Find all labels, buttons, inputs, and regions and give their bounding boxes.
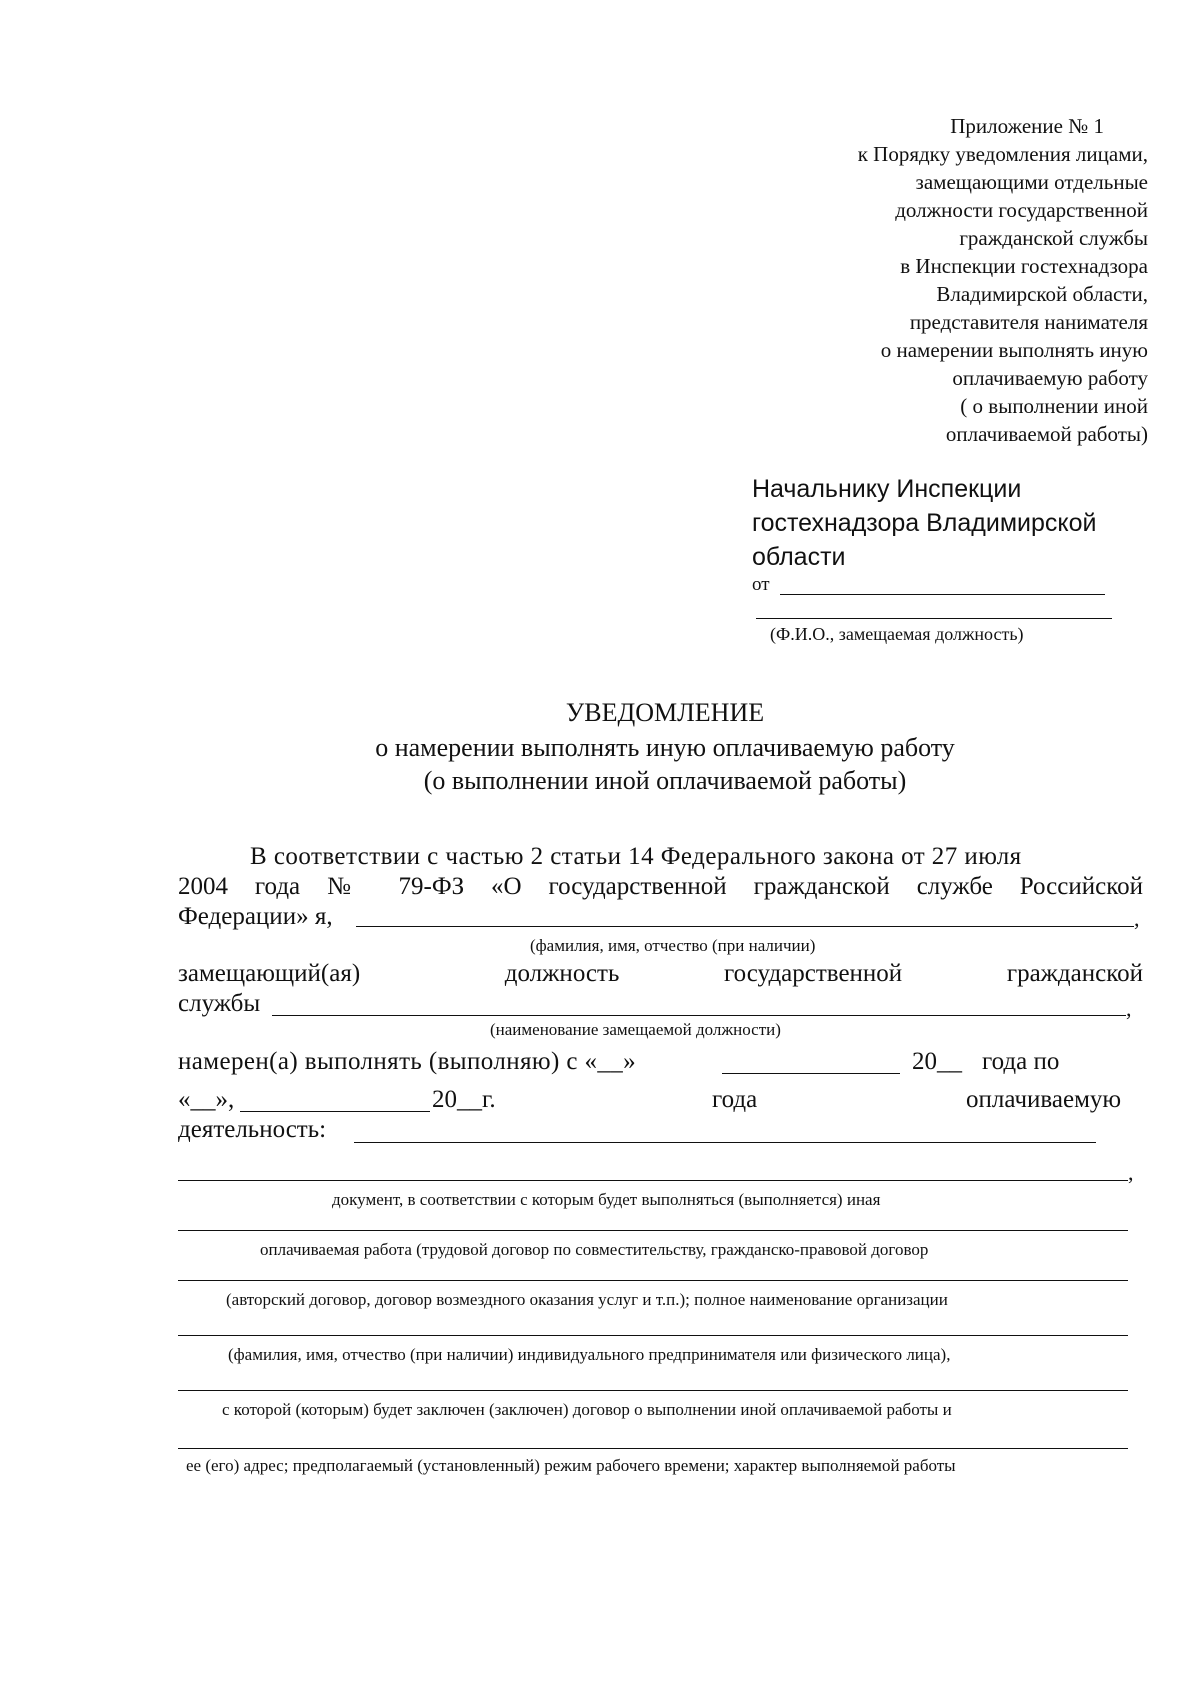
document-caption: ее (его) адрес; предполагаемый (установленный) режим рабочего времени; характер выполняемой работы <box>186 1456 956 1475</box>
from-blank-line-2[interactable] <box>756 618 1112 619</box>
position-word: гражданской <box>1006 960 1143 987</box>
addressee-line: Начальнику Инспекции <box>752 475 1022 503</box>
addressee-block <box>752 472 1097 574</box>
annex-line: Владимирской области, <box>936 282 1148 306</box>
blank-line[interactable] <box>178 1230 1128 1231</box>
intent-suffix: года по <box>982 1048 1060 1075</box>
service-label: службы <box>178 990 261 1017</box>
annex-line: замещающими отдельные <box>915 170 1148 194</box>
position-blank-line[interactable] <box>272 1015 1126 1016</box>
paragraph-text: В соответствии с частью 2 статьи 14 Федерального закона от 27 июля <box>250 843 1022 870</box>
comma: , <box>1128 1160 1134 1185</box>
annex-line: Приложение № 1 <box>950 114 1104 138</box>
fio-caption: (фамилия, имя, отчество (при наличии) <box>530 936 816 955</box>
document-caption: оплачиваемая работа (трудовой договор по совместительству, гражданско-правовой договор <box>260 1240 929 1259</box>
to-goda: года <box>712 1086 758 1113</box>
to-day: «__», <box>178 1086 235 1113</box>
annex-line: гражданской службы <box>959 226 1148 250</box>
annex-line: оплачиваемой работы) <box>945 422 1148 446</box>
annex-line: представителя нанимателя <box>909 310 1148 334</box>
paragraph-line-2: 2004 года № 79-ФЗ «О государственной гражданской службе Российской <box>178 873 1143 900</box>
blank-line[interactable] <box>178 1390 1128 1391</box>
annex-line: о намерении выполнять иную <box>880 338 1148 362</box>
annex-line: ( о выполнении иной <box>960 394 1148 418</box>
annex-line: к Порядку уведомления лицами, <box>857 142 1148 166</box>
annex-line: в Инспекции гостехнадзора <box>900 254 1148 278</box>
annex-header <box>728 112 1148 448</box>
document-caption: (фамилия, имя, отчество (при наличии) индивидуального предпринимателя или физического лица), <box>228 1345 951 1364</box>
position-caption: (наименование замещаемой должности) <box>490 1020 781 1039</box>
activity-blank-line-2[interactable] <box>178 1180 1128 1181</box>
blank-line[interactable] <box>178 1448 1128 1449</box>
activity-label: деятельность: <box>178 1116 327 1143</box>
from-label: от <box>752 574 770 595</box>
intent-year: 20__ <box>912 1048 962 1075</box>
position-word: государственной <box>724 960 903 987</box>
document-caption: документ, в соответствии с которым будет выполняться (выполняется) иная <box>332 1190 881 1209</box>
document-caption: (авторский договор, договор возмездного оказания услуг и т.п.); полное наименование организации <box>226 1290 948 1309</box>
to-paid: оплачиваемую <box>966 1086 1122 1113</box>
intent-prefix: намерен(а) выполнять (выполняю) с «__» <box>178 1048 637 1075</box>
fio-position-caption: (Ф.И.О., замещаемая должность) <box>770 624 1024 644</box>
position-word: замещающий(ая) <box>178 960 361 987</box>
blank-line[interactable] <box>178 1335 1128 1336</box>
annex-line: должности государственной <box>895 198 1148 222</box>
document-subtitle-1: о намерении выполнять иную оплачиваемую работу <box>375 733 955 762</box>
activity-blank-line[interactable] <box>354 1142 1096 1143</box>
paragraph-line-1 <box>250 843 1143 871</box>
comma: , <box>1126 996 1132 1021</box>
document-caption: с которой (которым) будет заключен (заключен) договор о выполнении иной оплачиваемой работы и <box>222 1400 952 1419</box>
paragraph-line-3: Федерации» я, <box>178 903 333 930</box>
addressee-line: области <box>752 543 846 571</box>
position-word: должность <box>504 960 620 987</box>
annex-line: оплачиваемую работу <box>952 366 1148 390</box>
addressee-line: гостехнадзора Владимирской <box>752 509 1097 537</box>
to-month-blank[interactable] <box>240 1111 430 1112</box>
from-blank-line[interactable] <box>780 594 1105 595</box>
blank-line[interactable] <box>178 1280 1128 1281</box>
position-row <box>178 960 1143 988</box>
document-subtitle-2: (о выполнении иной оплачиваемой работы) <box>423 766 907 795</box>
fio-blank-line[interactable] <box>356 926 1134 927</box>
from-month-blank[interactable] <box>722 1073 900 1074</box>
document-title: УВЕДОМЛЕНИЕ <box>565 698 765 727</box>
to-year: 20__г. <box>432 1086 496 1113</box>
comma: , <box>1134 906 1140 931</box>
